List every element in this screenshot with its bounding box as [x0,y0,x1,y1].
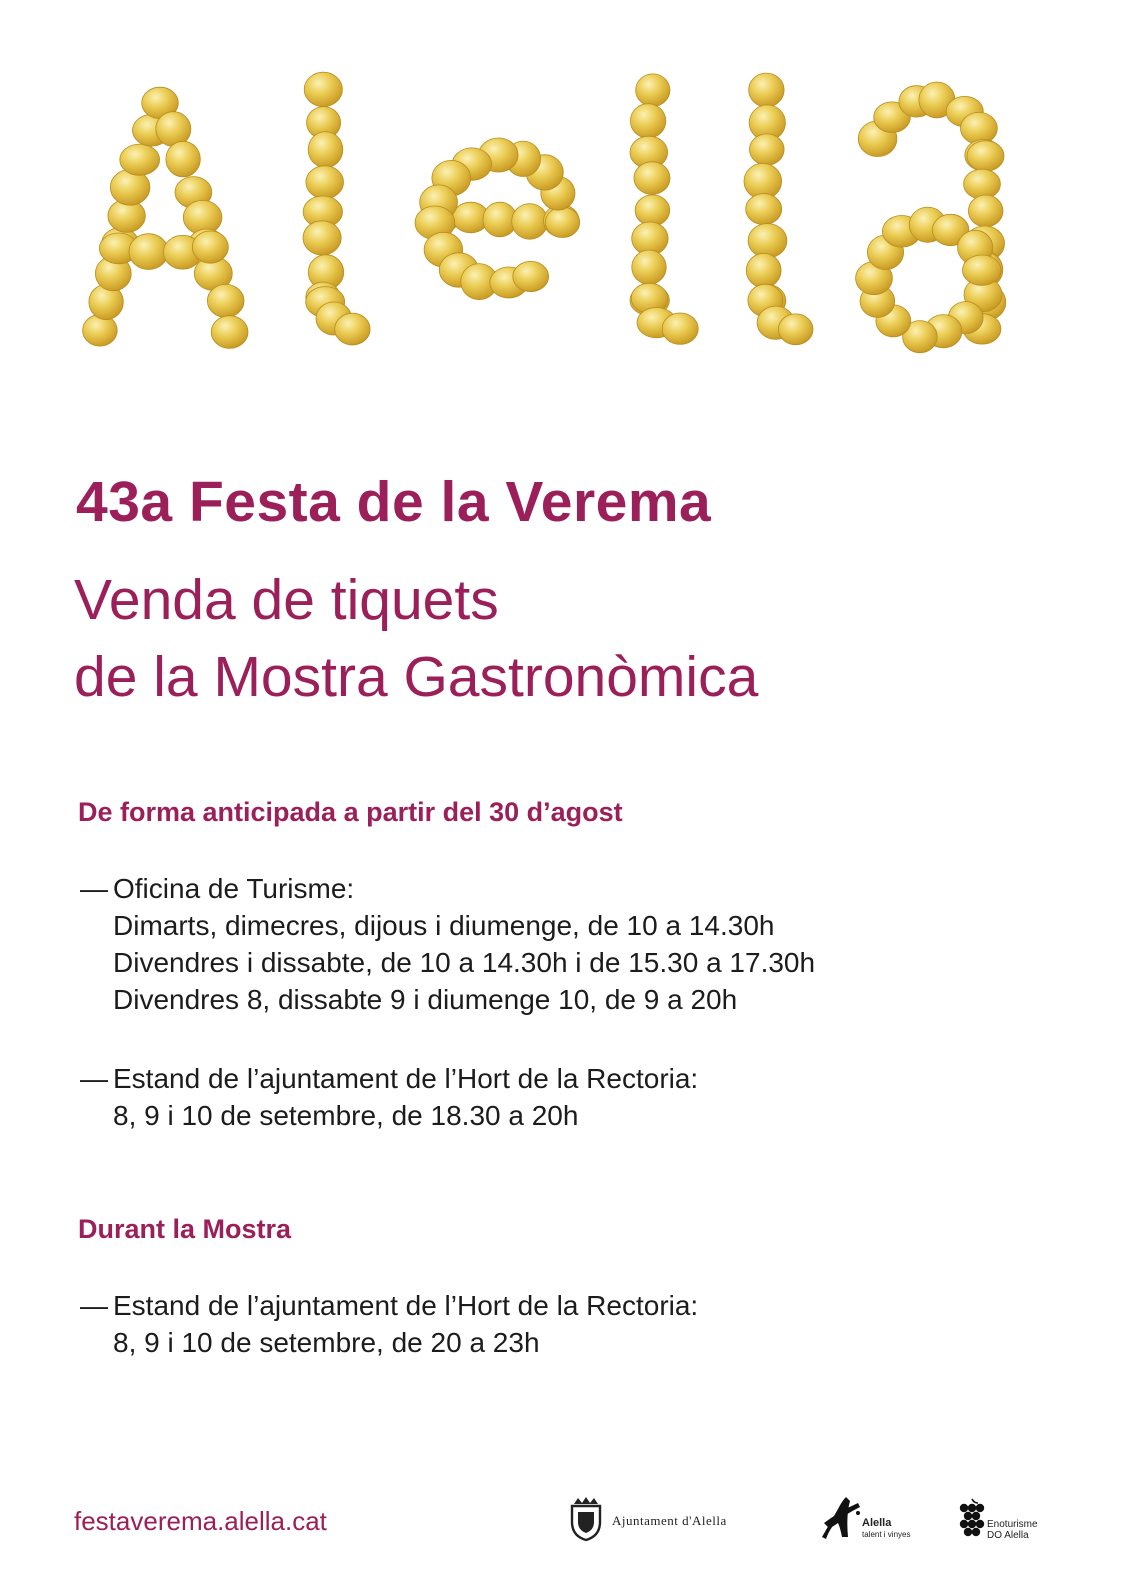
grape [746,253,781,287]
grape [967,141,1004,172]
alella-talent-tagline: talent i vinyes [862,1530,911,1539]
grape [303,221,341,255]
subtitle-line: Venda de tiquets [74,568,499,632]
grape [129,234,168,270]
dash-bullet: — [80,873,108,904]
alella-talent-name: Alella [862,1517,892,1529]
grape [308,132,343,168]
page-title: 43a Festa de la Verema [76,470,712,534]
grape [968,195,1003,227]
grape [634,162,670,195]
grape [512,204,548,240]
grape [192,231,228,263]
grape [306,166,344,199]
grape [778,314,813,345]
grape-lettering-hero [70,60,1050,380]
schedule-line: 8, 9 i 10 de setembre, de 18.30 a 20h [113,1100,579,1131]
grape [746,194,782,225]
grape [636,74,670,106]
grape [211,316,248,349]
grape [748,224,787,258]
section-heading-advance: De forma anticipada a partir del 30 d’agost [78,797,623,827]
grape [166,141,200,177]
section-heading-during: Durant la Mostra [78,1214,292,1244]
dash-bullet: — [80,1290,108,1321]
schedule-line: 8, 9 i 10 de setembre, de 20 a 23h [113,1327,540,1358]
grape [207,284,244,317]
grape [335,313,370,345]
grape [120,144,160,175]
ajuntament-logo-text: Ajuntament d'Alella [612,1513,727,1528]
grape [83,315,118,346]
grape [630,104,665,138]
grape [749,73,784,107]
schedule-line: Divendres 8, dissabte 9 i diumenge 10, de 9 a 20h [113,984,738,1015]
dash-bullet: — [80,1063,108,1094]
grape [750,134,785,165]
coat-of-arms-icon [566,1496,606,1542]
grape [304,72,342,106]
enoturisme-line1: Enoturisme [987,1519,1038,1530]
enoturisme-line2: DO Alella [987,1530,1029,1541]
grape [963,255,1002,285]
enoturisme-logo [958,1497,1048,1543]
sales-point-name: Oficina de Turisme: [113,873,355,904]
subtitle-line: de la Mostra Gastronòmica [74,645,759,709]
schedule-line: Dimarts, dimecres, dijous i diumenge, de 10 a 14.30h [113,910,775,941]
sales-point-name: Estand de l’ajuntament de l’Hort de la Rectoria: [113,1290,699,1321]
grape [545,207,579,237]
ajuntament-logo [566,1496,776,1544]
grape-bunch-icon [958,1497,986,1541]
grape [961,112,998,144]
grape [513,261,549,291]
sales-point-name: Estand de l’ajuntament de l’Hort de la Rectoria: [113,1063,699,1094]
grape [632,250,666,284]
grape [964,169,1001,199]
grape [662,313,698,344]
grape [635,195,670,226]
brush-a-icon [818,1493,866,1543]
schedule-line: Divendres i dissabte, de 10 a 14.30h i de 15.30 a 17.30h [113,947,816,978]
grape-lettering [70,60,1050,380]
page-subtitle [74,562,758,716]
alella-talent-logo [818,1493,928,1545]
website-link[interactable]: festaverema.alella.cat [74,1506,327,1536]
